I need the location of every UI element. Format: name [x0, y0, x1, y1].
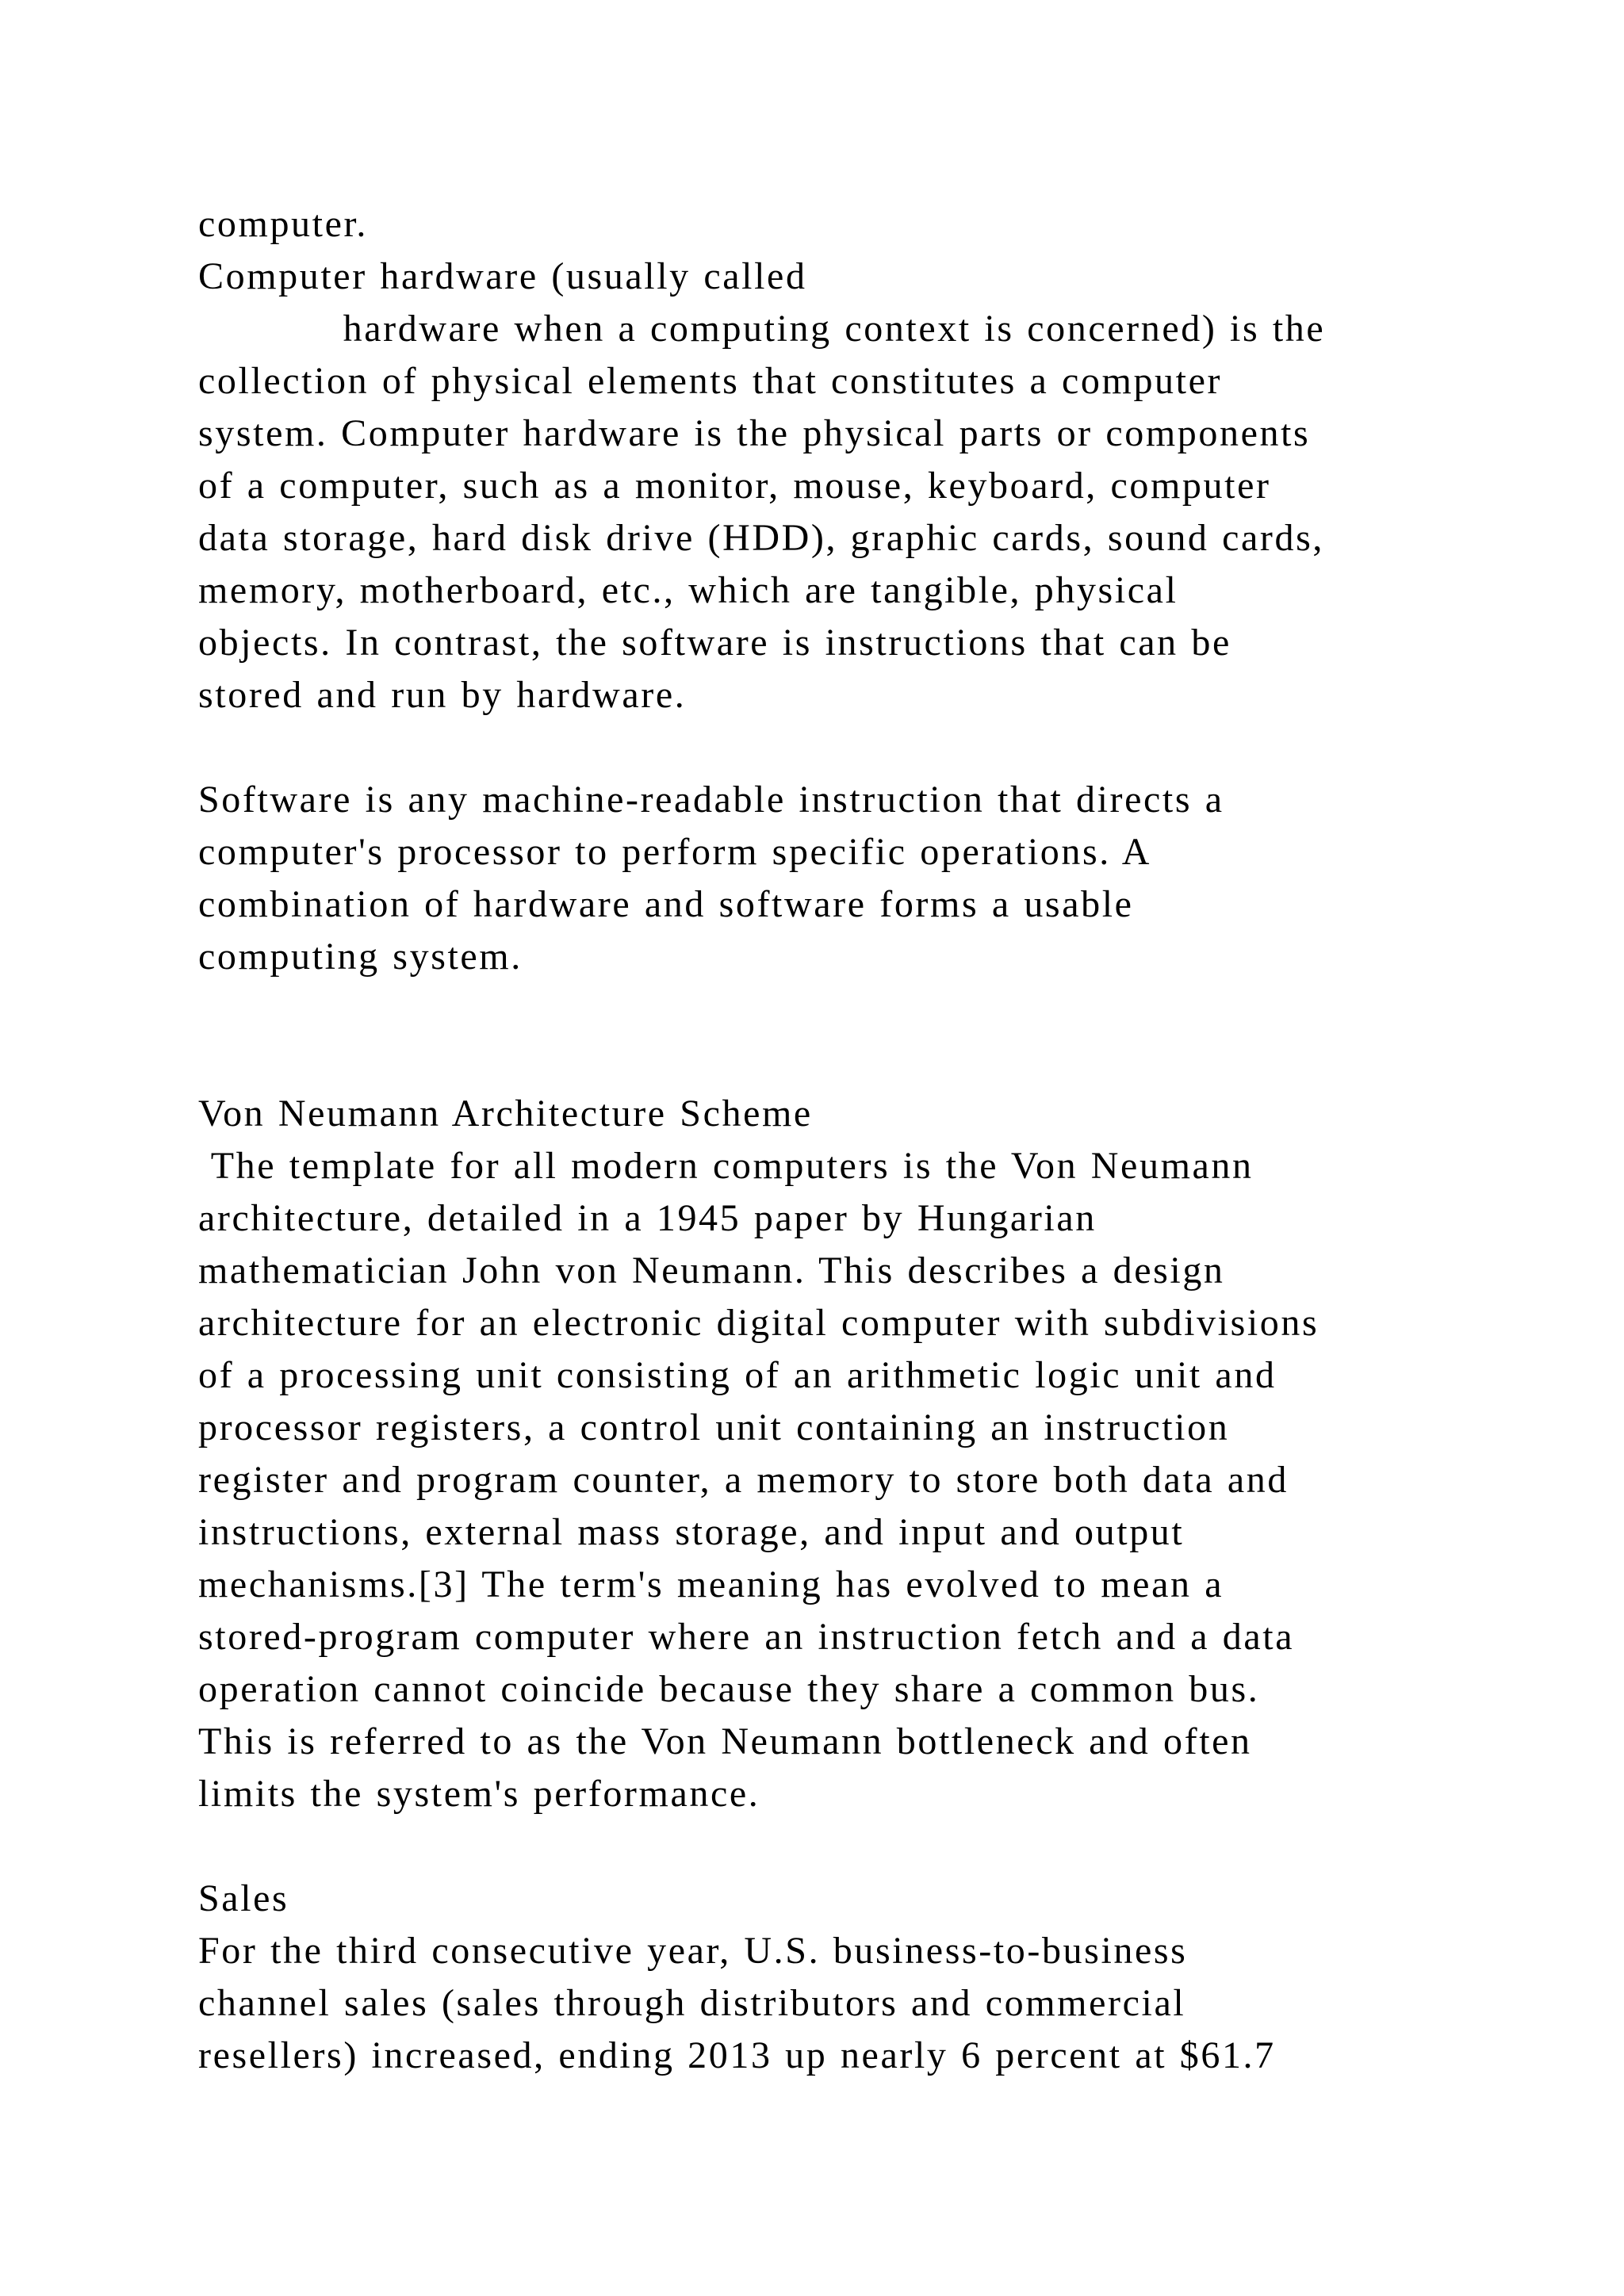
text-line: channel sales (sales through distributors and commercial	[198, 1982, 1186, 2024]
text-line: architecture, detailed in a 1945 paper by Hungarian	[198, 1197, 1097, 1239]
text-line: mathematician John von Neumann. This describes a design	[198, 1249, 1225, 1292]
text-line: processor registers, a control unit containing an instruction	[198, 1406, 1230, 1448]
text-line: computing system.	[198, 936, 523, 978]
text-line: computer's processor to perform specific operations. A	[198, 831, 1152, 873]
text-line: objects. In contrast, the software is instructions that can be	[198, 622, 1231, 664]
text-line: instructions, external mass storage, and input and output	[198, 1511, 1185, 1553]
text-line: combination of hardware and software forms a usable	[198, 883, 1134, 925]
text-line: For the third consecutive year, U.S. business-to-business	[198, 1930, 1188, 1972]
text-line: collection of physical elements that constitutes a computer	[198, 360, 1223, 402]
text-line: hardware when a computing context is concerned) is the	[198, 308, 1326, 350]
text-line: mechanisms.[3] The term's meaning has evolved to mean a	[198, 1563, 1224, 1605]
text-line: data storage, hard disk drive (HDD), graphic cards, sound cards,	[198, 517, 1325, 559]
text-line: resellers) increased, ending 2013 up nearly 6 percent at $61.7	[198, 2034, 1276, 2076]
text-line: Computer hardware (usually called	[198, 255, 807, 297]
text-line: register and program counter, a memory to store both data and	[198, 1459, 1289, 1501]
section-heading: Von Neumann Architecture Scheme	[198, 1093, 813, 1135]
text-line: of a computer, such as a monitor, mouse, keyboard, computer	[198, 465, 1271, 507]
text-line: memory, motherboard, etc., which are tangible, physical	[198, 569, 1178, 611]
text-line: Software is any machine-readable instruction that directs a	[198, 779, 1224, 821]
text-line: The template for all modern computers is the Von Neumann	[198, 1145, 1254, 1187]
section-heading: Sales	[198, 1877, 289, 1919]
text-line: limits the system's performance.	[198, 1773, 760, 1815]
text-line: system. Computer hardware is the physical parts or components	[198, 412, 1311, 454]
text-line: of a processing unit consisting of an arithmetic logic unit and	[198, 1354, 1277, 1396]
text-line: stored-program computer where an instruction fetch and a data	[198, 1616, 1295, 1658]
text-line: architecture for an electronic digital computer with subdivisions	[198, 1302, 1320, 1344]
text-line: computer.	[198, 203, 369, 245]
text-line: This is referred to as the Von Neumann bottleneck and often	[198, 1720, 1252, 1762]
text-line: operation cannot coincide because they share a common bus.	[198, 1668, 1260, 1710]
text-line: stored and run by hardware.	[198, 674, 687, 716]
